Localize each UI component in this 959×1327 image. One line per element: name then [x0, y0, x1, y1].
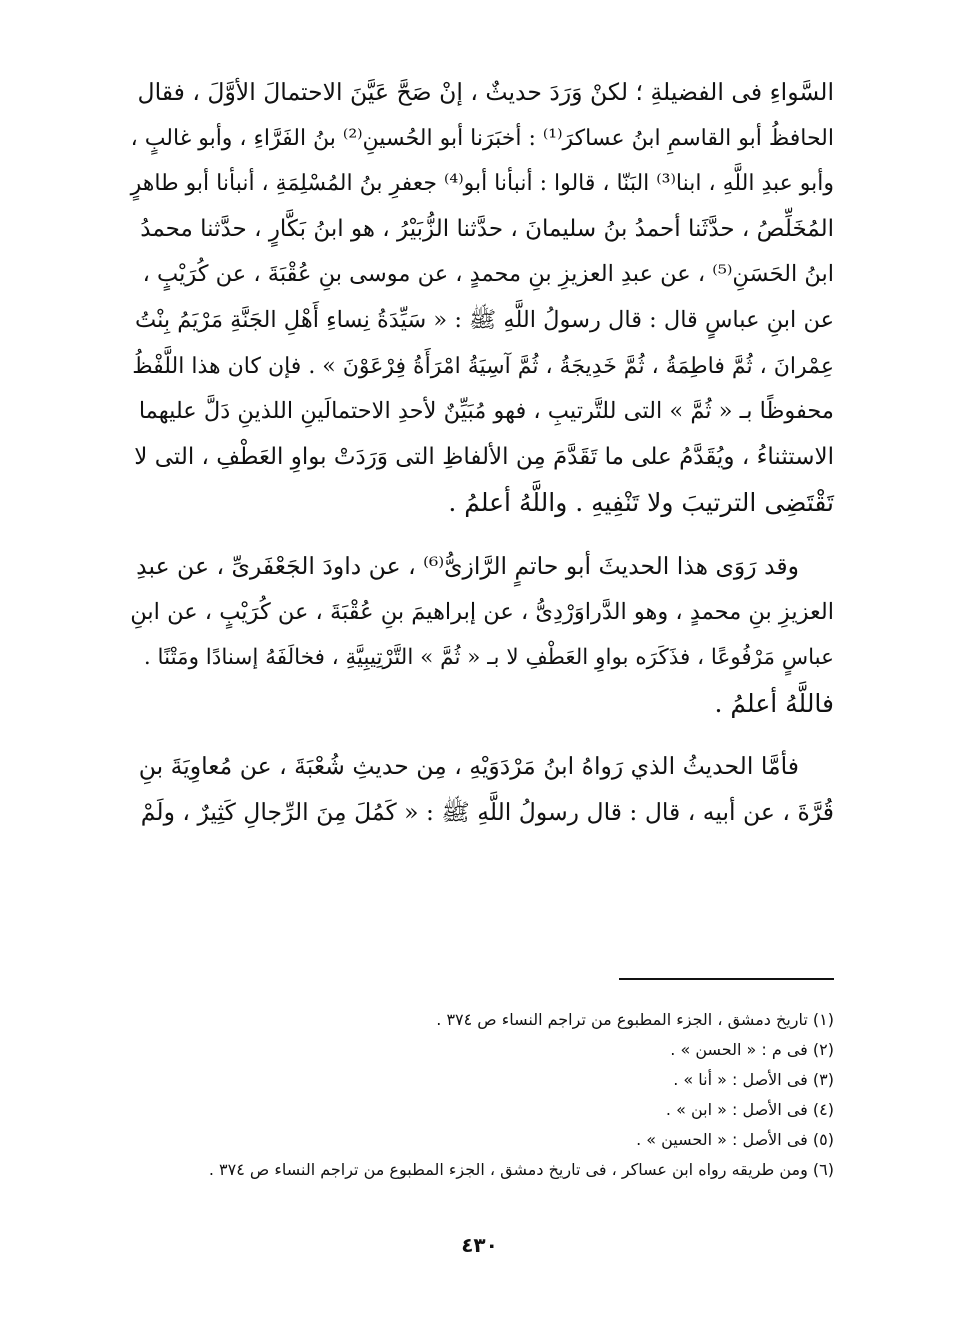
text-line: وأبو عبدِ اللَّهِ ، ابنا⁽³⁾ البَنّا ، قالوا : أنبأنا أبو⁽⁴⁾ جعفرِ بنُ المُسْلِمَةِ ، أنبأنا أبو طاهرٍ — [130, 171, 834, 197]
text-line: ابنُ الحَسَنِ⁽⁵⁾ ، عن عبدِ العزيزِ بنِ محمدٍ ، عن موسى بنِ عُقْبَةَ ، عن كُرَيْبٍ ، — [142, 261, 834, 288]
footnote-3: (٣) فى الأصل : « أنا » . — [673, 1070, 834, 1089]
paragraph-1 — [130, 70, 834, 526]
footnote-separator — [619, 978, 834, 980]
text-line: الاستثناءُ ، ويُقَدَّمُ على ما تَقَدَّمَ مِن الألفاظِ التى وَرَدَتْ بواوِ العَطْفِ ، التى لا — [134, 443, 834, 470]
footnote-5: (٥) فى الأصل : « الحسين » . — [636, 1130, 834, 1149]
footnotes — [130, 1005, 834, 1185]
text-line: تَقْتَضِى الترتيبَ ولا تَنْفِيهِ . واللَّهُ أعلمُ . — [448, 488, 834, 518]
text-line: الحافظُ أبو القاسمِ ابنُ عساكرَ⁽¹⁾ : أخبَرَنا أبو الحُسينِ⁽²⁾ بنُ الفَرَّاءِ ، وأبو غالبٍ ، — [130, 125, 834, 151]
page-number: ٤٣٠ — [461, 1233, 498, 1257]
text-line: السَّواءِ فى الفضيلةِ ؛ لكنْ وَرَدَ حديثٌ ، إنْ صَحَّ عَيَّنَ الاحتمالَ الأوَّلَ ، فقال — [137, 78, 834, 106]
text-line: عن ابنِ عباسٍ قال : قال رسولُ اللَّهِ ﷺ : « سَيِّدَةُ نِساءِ أَهْلِ الجَنَّةِ مَرْيَمُ بِنْتُ — [135, 306, 834, 333]
text-line: عِمْرانَ ، ثُمَّ فاطِمَةُ ، ثُمَّ خَدِيجَةُ ، ثُمَّ آسِيَةُ امْرَأَةُ فِرْعَوْنَ » . فإن كان هذا اللَّفْظُ — [132, 353, 834, 379]
footnote-1: (١) تاريخ دمشق ، الجزء المطبوع من تراجم النساء ص ٣٧٤ . — [436, 1010, 834, 1029]
footnote-4: (٤) فى الأصل : « ابن » . — [665, 1100, 834, 1119]
text-line: فاللَّهُ أعلمُ . — [714, 688, 834, 718]
paragraph-2 — [130, 544, 834, 726]
text-line: قُرَّةَ ، عن أبيه ، قال : قال رسولُ اللَّهِ ﷺ : « كَمُلَ مِنَ الرِّجالِ كَثِيرٌ ، ولَمْ — [140, 797, 834, 826]
text-line: عباسٍ مَرْفُوعًا ، فذَكَرَه بواوِ العَطْفِ لا بـ « ثُمَّ » التَّرْتِيبِيَّةِ ، فخالَفَهُ إسنادًا ومَتْنًا . — [143, 645, 834, 671]
text-line: فأمَّا الحديثُ الذي رَواهُ ابنُ مَرْدَوَيْهِ ، مِن حديثِ شُعْبَةَ ، عن مُعاوِيَةَ بنِ — [138, 752, 799, 781]
text-line: محفوظًا بـ « ثُمَّ » التى للتَّرتيبِ ، فهو مُبَيِّنٌ لأحدِ الاحتمالَينِ اللذينِ دَلَّ عليهما — [138, 398, 834, 425]
text-line: العزيزِ بنِ محمدٍ ، وهو الدَّراوَرْدِىُّ ، عن إبراهيمَ بنِ عُقْبَةَ ، عن كُرَيْبٍ ، عن ابنِ — [130, 598, 834, 625]
paragraph-3 — [130, 744, 834, 835]
footnote-6: (٦) ومن طريقه رواه ابن عساكر ، فى تاريخ دمشق ، الجزء المطبوع من تراجم النساء ص ٣٧٤ . — [208, 1160, 834, 1179]
footnote-2: (٢) فى م : « الحسن » . — [670, 1040, 834, 1059]
text-line: المُخَلِّصُ ، حدَّثَنا أحمدُ بنُ سليمانَ ، حدَّثنا الزُّبَيْرُ ، هو ابنُ بَكَّارٍ ، حدَّثنا محمدُ — [140, 215, 834, 242]
text-line: وقد رَوَى هذا الحديثَ أبو حاتمٍ الرَّازىُّ⁽⁶⁾ ، عن داودَ الجَعْفَرىِّ ، عن عبدِ — [136, 551, 799, 580]
